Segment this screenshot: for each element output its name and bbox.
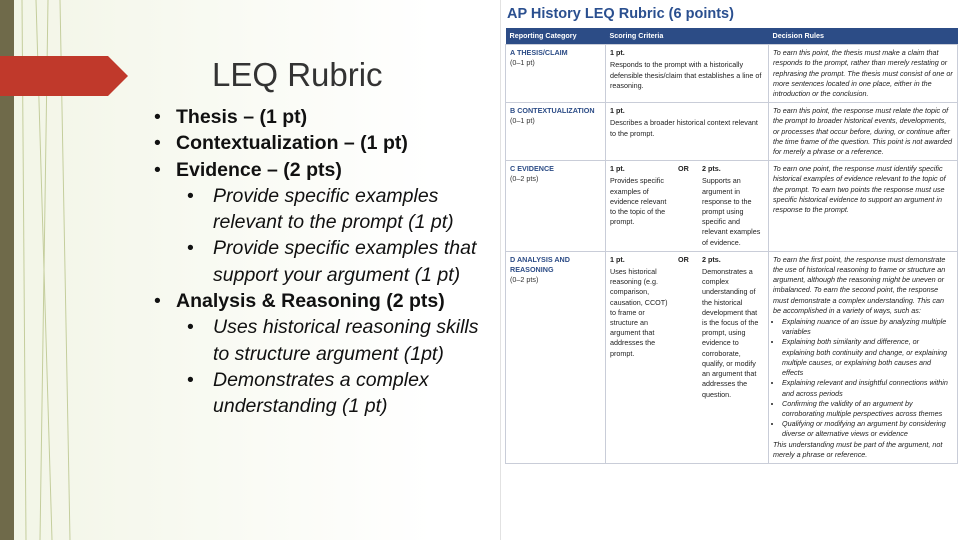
category-name: ANALYSIS AND REASONING [510,254,570,275]
decision-bullet: • Confirming the validity of an argument by corroborating multiple perspectives across themes [782,399,953,419]
category-letter: D [510,254,516,264]
rubric-image-panel [500,0,960,540]
criteria-label: 1 pt. [610,48,625,58]
category-letter: B [510,106,516,116]
criteria-label-2: 2 pts. [702,254,721,264]
bullet-evidence: • Evidence – (2 pts) [154,157,494,183]
sub-bullet-analysis-1: • Uses historical reasoning skills to structure argument (1pt) [154,314,494,367]
category-letter: C [510,164,516,174]
decision-bullet: • Explaining both similarity and difference, or explaining both continuity and change, or explaining multiple causes, or explaining both causes and effects [782,337,953,378]
decision-cell [769,251,958,463]
rubric-row-analysis [506,251,958,463]
decision-cell: To earn one point, the response must identify specific historical examples of evidence relevant to the topic of the prompt. To earn two points the response must use specific historical evidence to support an argument in response to the prompt. [769,161,958,252]
bullet-thesis: • Thesis – (1 pt) [154,104,494,130]
criteria-label-2: 2 pts. [702,164,721,174]
header-scoring-criteria: Scoring Criteria [606,28,769,45]
criteria-label-1: 1 pt. [610,254,625,264]
or-label: OR [678,164,689,174]
category-points: (0–2 pts) [510,275,539,285]
bullet-contextualization: • Contextualization – (1 pt) [154,130,494,156]
category-name: THESIS/CLAIM [516,48,568,58]
decision-bullet: • Explaining relevant and insightful connections within and across periods [782,378,953,398]
category-points: (0–1 pt) [510,116,535,126]
sub-bullet-evidence-2: • Provide specific examples that support your argument (1 pt) [154,235,494,288]
category-cell [506,103,606,161]
decision-bullet-list [773,317,953,439]
header-decision-rules: Decision Rules [769,28,958,45]
criteria-cell [606,251,769,463]
category-name: CONTEXTUALIZATION [517,106,595,116]
red-arrow-shape [0,56,128,96]
rubric-header-row [506,28,958,45]
decision-text: To earn the first point, the response must demonstrate the use of historical reasoning to frame or structure an argument, although the reasoning might be uneven or imbalanced. To earn the second point, the response must demonstrate a complex understanding. This can be accomplished in a variety of ways, such as: [773,254,946,315]
category-points: (0–1 pt) [510,58,535,68]
rubric-row-contextualization [506,103,958,161]
criteria-cell [606,103,769,161]
criteria-label: 1 pt. [610,106,625,116]
decision-end-text: This understanding must be part of the argument, not merely a phrase or reference. [773,439,943,459]
category-letter: A [510,48,515,58]
criteria-cell [606,161,769,252]
criteria-label-1: 1 pt. [610,164,625,174]
bullet-list [154,104,494,420]
rubric-title: AP History LEQ Rubric (6 points) [507,6,734,22]
criteria-text: Responds to the prompt with a historically defensible thesis/claim that establishes a line of reasoning. [610,60,762,90]
or-label: OR [678,254,689,264]
slide-title: LEQ Rubric [212,56,383,93]
category-cell [506,161,606,252]
rubric-row-thesis [506,45,958,103]
criteria-text: Describes a broader historical context relevant to the prompt. [610,118,758,138]
sub-bullet-evidence-1: • Provide specific examples relevant to the prompt (1 pt) [154,183,494,236]
decision-cell: To earn this point, the response must relate the topic of the prompt to broader historical events, developments, or processes that occur before, during, or continue after the time frame of the question. This point is not awarded for merely a phrase or a reference. [769,103,958,161]
category-cell [506,45,606,103]
sub-bullet-analysis-2: • Demonstrates a complex understanding (1 pt) [154,367,494,420]
header-reporting-category: Reporting Category [506,28,606,45]
criteria-text-1: Provides specific examples of evidence relevant to the topic of the prompt. [610,176,667,227]
rubric-table [505,28,958,464]
decision-bullet: • Qualifying or modifying an argument by considering diverse or alternative views or evidence [782,419,953,439]
criteria-text-2: Supports an argument in response to the prompt using specific and relevant examples of evidence. [702,176,761,247]
category-points: (0–2 pts) [510,174,539,184]
criteria-cell [606,45,769,103]
bullet-analysis: • Analysis & Reasoning (2 pts) [154,288,494,314]
criteria-text-2: Demonstrates a complex understanding of the historical development that is the focus of the prompt, using evidence to corroborate, qualify, or modify an argument that addresses the question. [702,267,759,399]
category-name: EVIDENCE [517,164,554,174]
decision-bullet: • Explaining nuance of an issue by analyzing multiple variables [782,317,953,337]
rubric-row-evidence [506,161,958,252]
decision-cell: To earn this point, the thesis must make a claim that responds to the prompt, rather than merely restating or rephrasing the prompt. The thesis must consist of one or more sentences located in one place, either in the introduction or the conclusion. [769,45,958,103]
category-cell [506,251,606,463]
criteria-text-1: Uses historical reasoning (e.g. comparison, causation, CCOT) to frame or structure an argument that addresses the prompt. [610,267,668,358]
